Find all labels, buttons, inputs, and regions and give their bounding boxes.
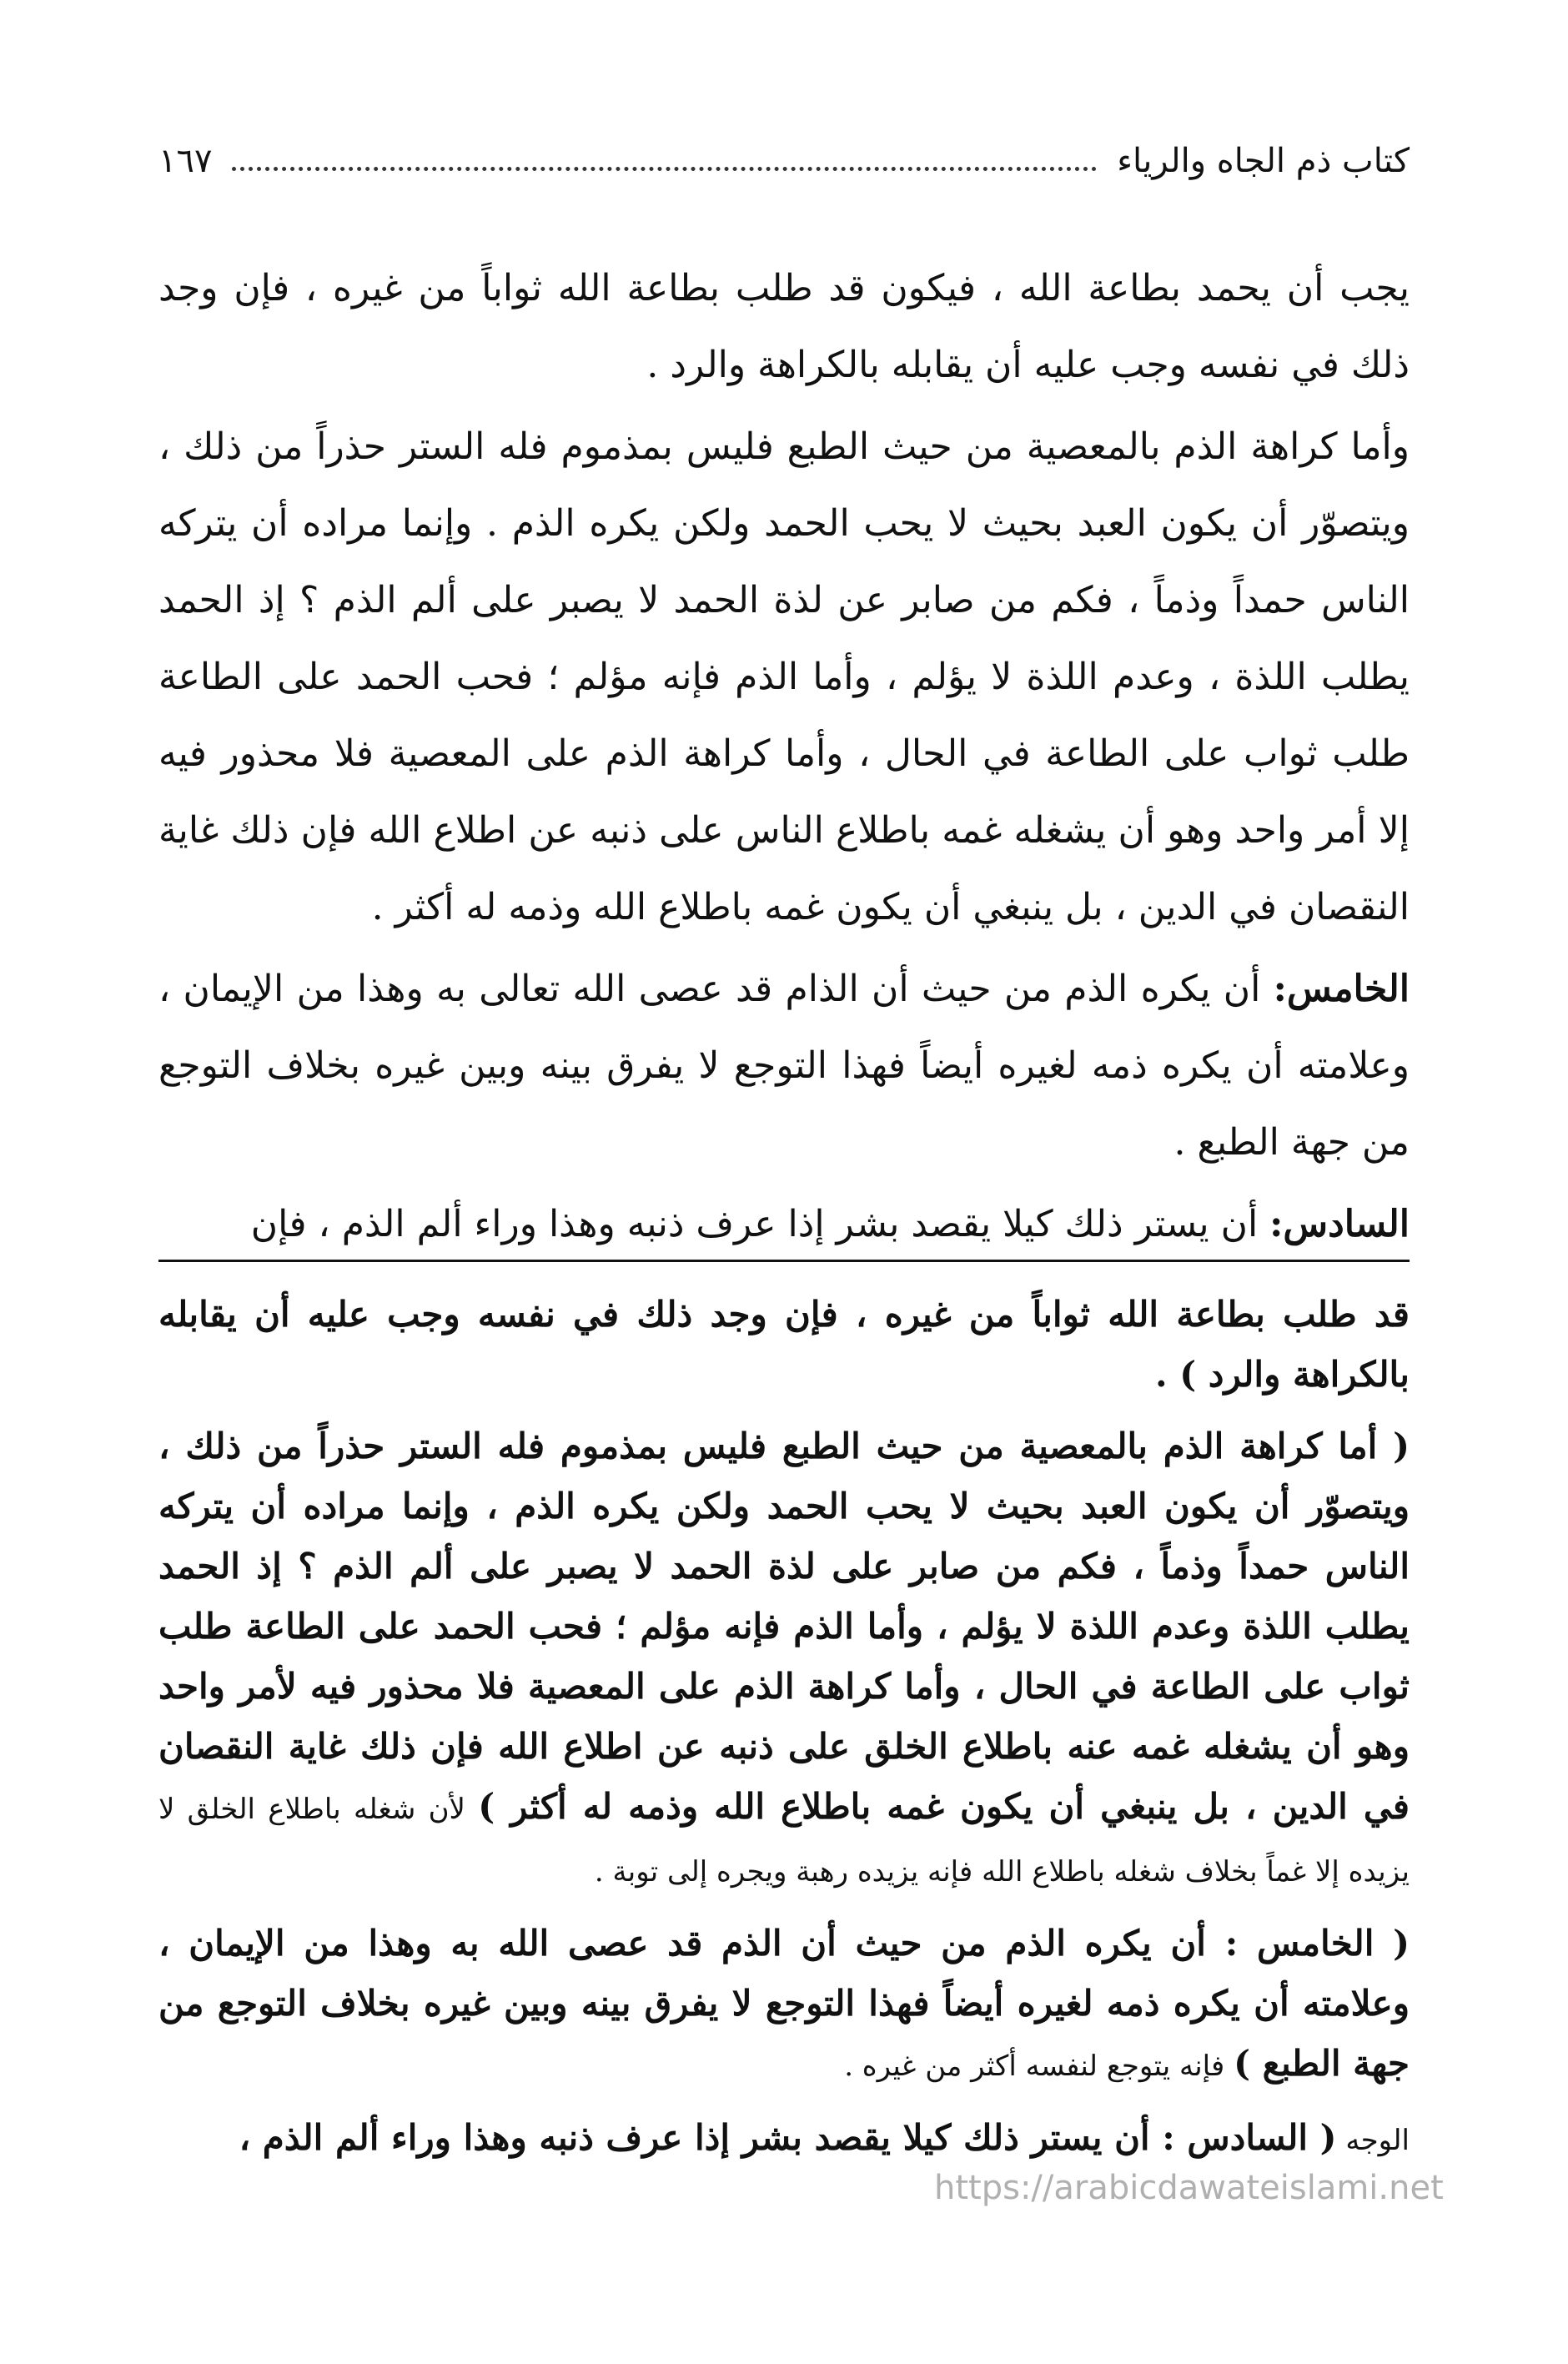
commentary-gloss: فإنه يتوجع لنفسه أكثر من غيره . bbox=[844, 2050, 1234, 2083]
header-dotted-leader bbox=[232, 152, 1097, 171]
commentary-quote: ( الخامس : أن يكره الذم من حيث أن الذم قد عصى الله به وهذا من الإيمان ، وعلامته أن يكره ذمه لغيره أيضاً فهذا التوجع لا يفرق بينه وبين غيره بخلاف التوجع من جهة الطبع ) bbox=[158, 1923, 1410, 2084]
paragraph bbox=[158, 951, 1410, 1181]
section-lead: الخامس: bbox=[1273, 968, 1410, 1010]
commentary-gloss: الوجه bbox=[1336, 2124, 1410, 2157]
paragraph-text: أن يستر ذلك كيلا يقصد بشر إذا عرف ذنبه وهذا وراء ألم الذم ، فإن bbox=[250, 1203, 1270, 1245]
commentary-gloss: لأن شغله باطلاع الخلق لا يزيده إلا غماً بخلاف شغله باطلاع الله فإنه يزيده رهبة ويجره إلى توبة . bbox=[158, 1793, 1410, 1889]
paragraph: يجب أن يحمد بطاعة الله ، فيكون قد طلب بطاعة الله ثواباً من غيره ، فإن وجد ذلك في نفسه وجب عليه أن يقابله بالكراهة والرد . bbox=[158, 267, 1410, 386]
commentary-paragraph: قد طلب بطاعة الله ثواباً من غيره ، فإن وجد ذلك في نفسه وجب عليه أن يقابله بالكراهة والرد ) . bbox=[158, 1294, 1410, 1395]
commentary-paragraph bbox=[158, 1416, 1410, 1902]
section-lead: السادس: bbox=[1269, 1203, 1410, 1245]
paragraph bbox=[158, 1186, 1410, 1263]
paragraph-text: أن يكره الذم من حيث أن الذام قد عصى الله تعالى به وهذا من الإيمان ، وعلامته أن يكره ذمه لغيره أيضاً فهذا التوجع لا يفرق بينه وبين غيره بخلاف التوجع من جهة الطبع . bbox=[158, 968, 1410, 1164]
commentary-paragraph bbox=[158, 1914, 1410, 2096]
running-header bbox=[158, 142, 1410, 180]
main-text bbox=[158, 250, 1410, 1268]
commentary-quote: ( السادس : أن يستر ذلك كيلا يقصد بشر إذا عرف ذنبه وهذا وراء ألم الذم ، bbox=[239, 2117, 1337, 2158]
commentary-paragraph bbox=[158, 2108, 1410, 2170]
page-number: ١٦٧ bbox=[158, 142, 213, 180]
commentary-section bbox=[158, 1285, 1410, 2182]
source-watermark: https://arabicdawateislami.net bbox=[934, 2169, 1444, 2207]
commentary-quote: ( أما كراهة الذم بالمعصية من حيث الطبع فليس بمذموم فله الستر حذراً من ذلك ، ويتصوّر أن يكون العبد بحيث لا يحب الحمد ولكن يكره الذم ، وإنما مراده أن يتركه الناس حمداً وذماً ، فكم من صابر على لذة الحمد لا يصبر على ألم الذم ؟ إذ الحمد يطلب اللذة وعدم اللذة لا يؤلم ، وأما الذم فإنه مؤلم ؛ فحب الحمد على الطاعة طلب ثواب على الطاعة في الحال ، وأما كراهة الذم على المعصية فلا محذور فيه لأمر واحد وهو أن يشغله غمه عنه باطلاع الخلق على ذنبه عن اطلاع الله فإن ذلك غاية النقصان في الدين ، بل ينبغي أن يكون غمه باطلاع الله وذمه له أكثر ) bbox=[158, 1426, 1410, 1827]
header-title: كتاب ذم الجاه والرياء bbox=[1117, 142, 1410, 180]
paragraph: وأما كراهة الذم بالمعصية من حيث الطبع فليس بمذموم فله الستر حذراً من ذلك ، ويتصوّر أن يكون العبد بحيث لا يحب الحمد ولكن يكره الذم . وإنما مراده أن يتركه الناس حمداً وذماً ، فكم من صابر عن لذة الحمد لا يصبر على ألم الذم ؟ إذ الحمد يطلب اللذة ، وعدم اللذة لا يؤلم ، وأما الذم فإنه مؤلم ؛ فحب الحمد على الطاعة طلب ثواب على الطاعة في الحال ، وأما كراهة الذم على المعصية فلا محذور فيه إلا أمر واحد وهو أن يشغله غمه باطلاع الناس على ذنبه عن اطلاع الله فإن ذلك غاية النقصان في الدين ، بل ينبغي أن يكون غمه باطلاع الله وذمه له أكثر . bbox=[158, 425, 1410, 928]
footnote-divider bbox=[158, 1260, 1410, 1262]
